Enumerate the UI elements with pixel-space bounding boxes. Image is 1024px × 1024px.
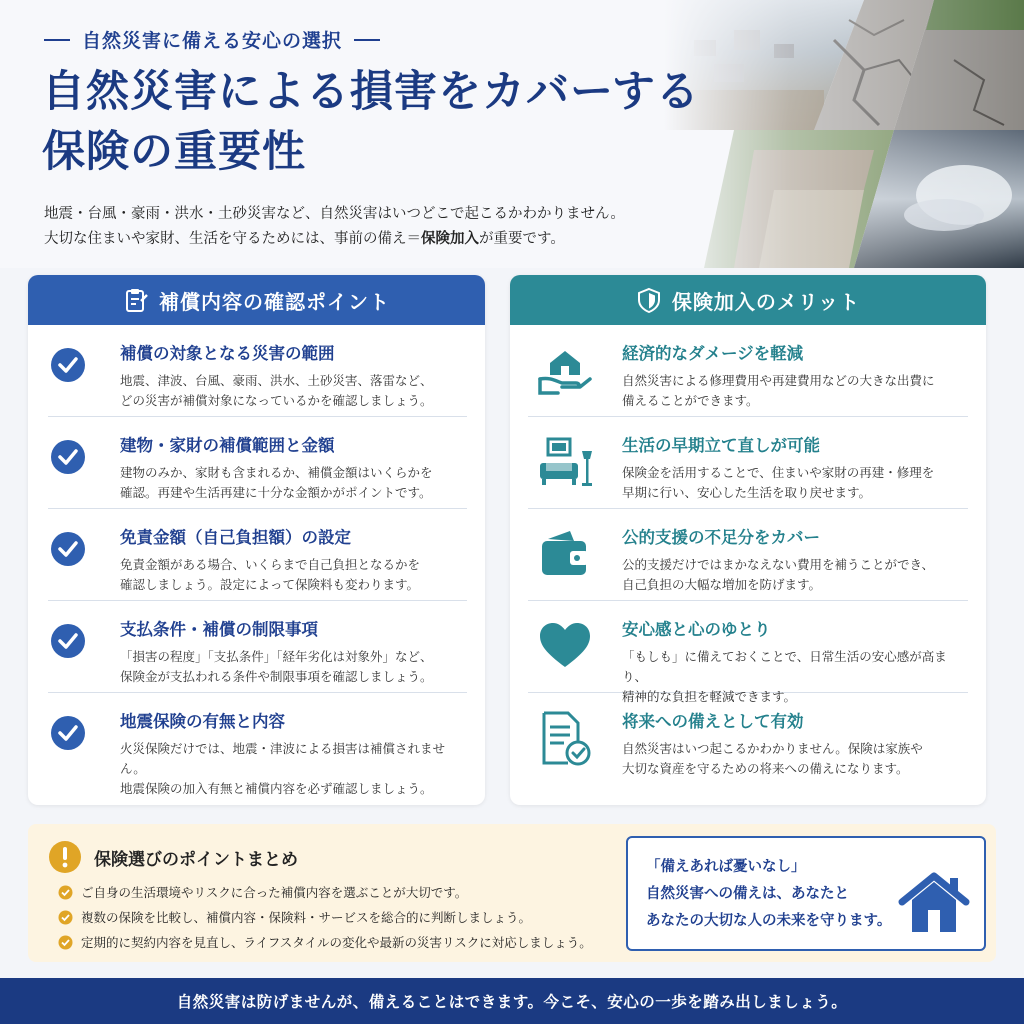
intro-text — [44, 202, 704, 252]
living-room-icon — [536, 433, 594, 491]
wallet-icon — [536, 525, 594, 583]
intro-line1: 地震・台風・豪雨・洪水・土砂災害など、自然災害はいつどこで起こるかわかりません。 — [44, 206, 625, 222]
desc-line: 地震保険の加入有無と補償内容を必ず確認しましょう。 — [120, 781, 433, 796]
check-circle-icon — [50, 715, 86, 751]
benefit-item-desc — [622, 371, 968, 411]
coverage-item-desc — [120, 463, 467, 503]
summary-points — [58, 880, 592, 955]
desc-line: 保険金が支払われる条件や制限事項を確認しましょう。 — [120, 669, 433, 684]
coverage-item — [48, 417, 467, 509]
exclamation-circle-icon — [48, 840, 82, 874]
coverage-item-title: 支払条件・補償の制限事項 — [120, 620, 318, 639]
desc-line: 自己負担の大幅な増加を防げます。 — [622, 577, 822, 592]
footer-text: 自然災害は防げませんが、備えることはできます。今こそ、安心の一歩を踏み出しましょう。 — [176, 993, 848, 1011]
coverage-item-title: 地震保険の有無と内容 — [120, 712, 285, 731]
house-hand-icon — [536, 341, 594, 399]
coverage-item — [48, 693, 467, 796]
clipboard-icon — [123, 287, 149, 313]
benefit-item — [528, 417, 968, 509]
benefit-item — [528, 325, 968, 417]
coverage-item — [48, 325, 467, 417]
benefit-item — [528, 601, 968, 704]
desc-line: どの災害が補償対象になっているかを確認しましょう。 — [120, 393, 433, 408]
benefit-item — [528, 509, 968, 601]
coverage-item-title: 補償の対象となる災害の範囲 — [120, 344, 335, 363]
summary-point-text: 複数の保険を比較し、補償内容・保険料・サービスを総合的に判断しましょう。 — [81, 910, 532, 925]
summary-section — [28, 824, 996, 962]
quote-text — [646, 854, 891, 935]
desc-line: 公的支援だけではまかなえない費用を補うことができ、 — [622, 557, 935, 572]
coverage-checkpoints-card — [28, 275, 485, 805]
summary-point-text: 定期的に契約内容を見直し、ライフスタイルの変化や最新の災害リスクに対応しましょう。 — [81, 935, 592, 950]
quote-line3: あなたの大切な人の未来を守ります。 — [646, 913, 892, 929]
page-title-line2: 保険の重要性 — [42, 127, 306, 177]
intro-line2-bold: 保険加入 — [421, 231, 479, 247]
coverage-item — [48, 509, 467, 601]
check-circle-icon — [50, 623, 86, 659]
intro-line2-post: が重要です。 — [479, 231, 565, 247]
desc-line: 建物のみか、家財も含まれるか、補償金額はいくらかを — [120, 465, 433, 480]
heart-icon — [536, 617, 594, 675]
coverage-item-desc — [120, 647, 467, 687]
desc-line: 自然災害はいつ起こるかわかりません。保険は家族や — [622, 741, 923, 756]
benefit-item-desc — [622, 555, 968, 595]
house-icon — [898, 870, 970, 936]
coverage-item-title: 建物・家財の補償範囲と金額 — [120, 436, 335, 455]
quote-line2: 自然災害への備えは、あなたと — [646, 886, 849, 902]
check-circle-icon — [50, 439, 86, 475]
desc-line: 保険金を活用することで、住まいや家財の再建・修理を — [622, 465, 935, 480]
quote-box — [626, 836, 986, 951]
coverage-card-header — [28, 275, 485, 325]
check-circle-icon — [50, 531, 86, 567]
benefit-item-title: 将来への備えとして有効 — [622, 712, 804, 731]
intro-line2-pre: 大切な住まいや家財、生活を守るためには、事前の備え＝ — [44, 231, 421, 247]
quote-line1: 「備えあれば憂いなし」 — [646, 859, 806, 875]
coverage-item-title: 免責金額（自己負担額）の設定 — [120, 528, 351, 547]
desc-line: 確認しましょう。設定によって保険料も変わります。 — [120, 577, 420, 592]
benefits-card-header — [510, 275, 986, 325]
page-title — [42, 62, 762, 182]
list-item — [58, 930, 592, 955]
benefits-list — [510, 325, 986, 785]
check-badge-icon — [58, 910, 73, 925]
header — [0, 0, 1024, 268]
desc-line: 大切な資産を守るための将来への備えになります。 — [622, 761, 909, 776]
tagline — [44, 26, 380, 53]
shield-icon — [636, 287, 662, 313]
benefit-item-title: 生活の早期立て直しが可能 — [622, 436, 820, 455]
benefit-item-desc — [622, 463, 968, 503]
summary-header — [48, 840, 298, 874]
desc-line: 火災保険だけでは、地震・津波による損害は補償されません。 — [120, 741, 446, 776]
coverage-item-desc — [120, 739, 467, 799]
desc-line: 精神的な負担を軽減できます。 — [622, 689, 797, 704]
insurance-benefits-card — [510, 275, 986, 805]
check-circle-icon — [50, 347, 86, 383]
coverage-list — [28, 325, 485, 796]
summary-point-text: ご自身の生活環境やリスクに合った補償内容を選ぶことが大切です。 — [81, 885, 468, 900]
tagline-dash-right — [354, 39, 380, 41]
footer-banner — [0, 978, 1024, 1024]
benefits-card-title: 保険加入のメリット — [671, 289, 861, 314]
desc-line: 地震、津波、台風、豪雨、洪水、土砂災害、落雷など、 — [120, 373, 433, 388]
benefit-item-title: 安心感と心のゆとり — [622, 620, 771, 639]
desc-line: 「損害の程度」「支払条件」「経年劣化は対象外」など、 — [120, 649, 433, 664]
document-check-icon — [536, 709, 594, 767]
coverage-item — [48, 601, 467, 693]
coverage-card-title: 補償内容の確認ポイント — [159, 289, 390, 314]
tagline-text: 自然災害に備える安心の選択 — [82, 30, 343, 52]
benefit-item-title: 公的支援の不足分をカバー — [622, 528, 820, 547]
list-item — [58, 905, 592, 930]
desc-line: 備えることができます。 — [622, 393, 759, 408]
benefit-item-desc — [622, 739, 968, 779]
desc-line: 確認。再建や生活再建に十分な金額かがポイントです。 — [120, 485, 432, 500]
desc-line: 「もしも」に備えておくことで、日常生活の安心感が高まり、 — [622, 649, 947, 684]
list-item — [58, 880, 592, 905]
coverage-item-desc — [120, 371, 467, 411]
tagline-dash-left — [44, 39, 70, 41]
desc-line: 自然災害による修理費用や再建費用などの大きな出費に — [622, 373, 935, 388]
benefit-item — [528, 693, 968, 785]
page-title-line1: 自然災害による損害をカバーする — [42, 67, 700, 117]
check-badge-icon — [58, 885, 73, 900]
desc-line: 早期に行い、安心した生活を取り戻せます。 — [622, 485, 872, 500]
desc-line: 免責金額がある場合、いくらまで自己負担となるかを — [120, 557, 421, 572]
coverage-item-desc — [120, 555, 467, 595]
benefit-item-title: 経済的なダメージを軽減 — [622, 344, 804, 363]
summary-title: 保険選びのポイントまとめ — [94, 849, 298, 870]
check-badge-icon — [58, 935, 73, 950]
